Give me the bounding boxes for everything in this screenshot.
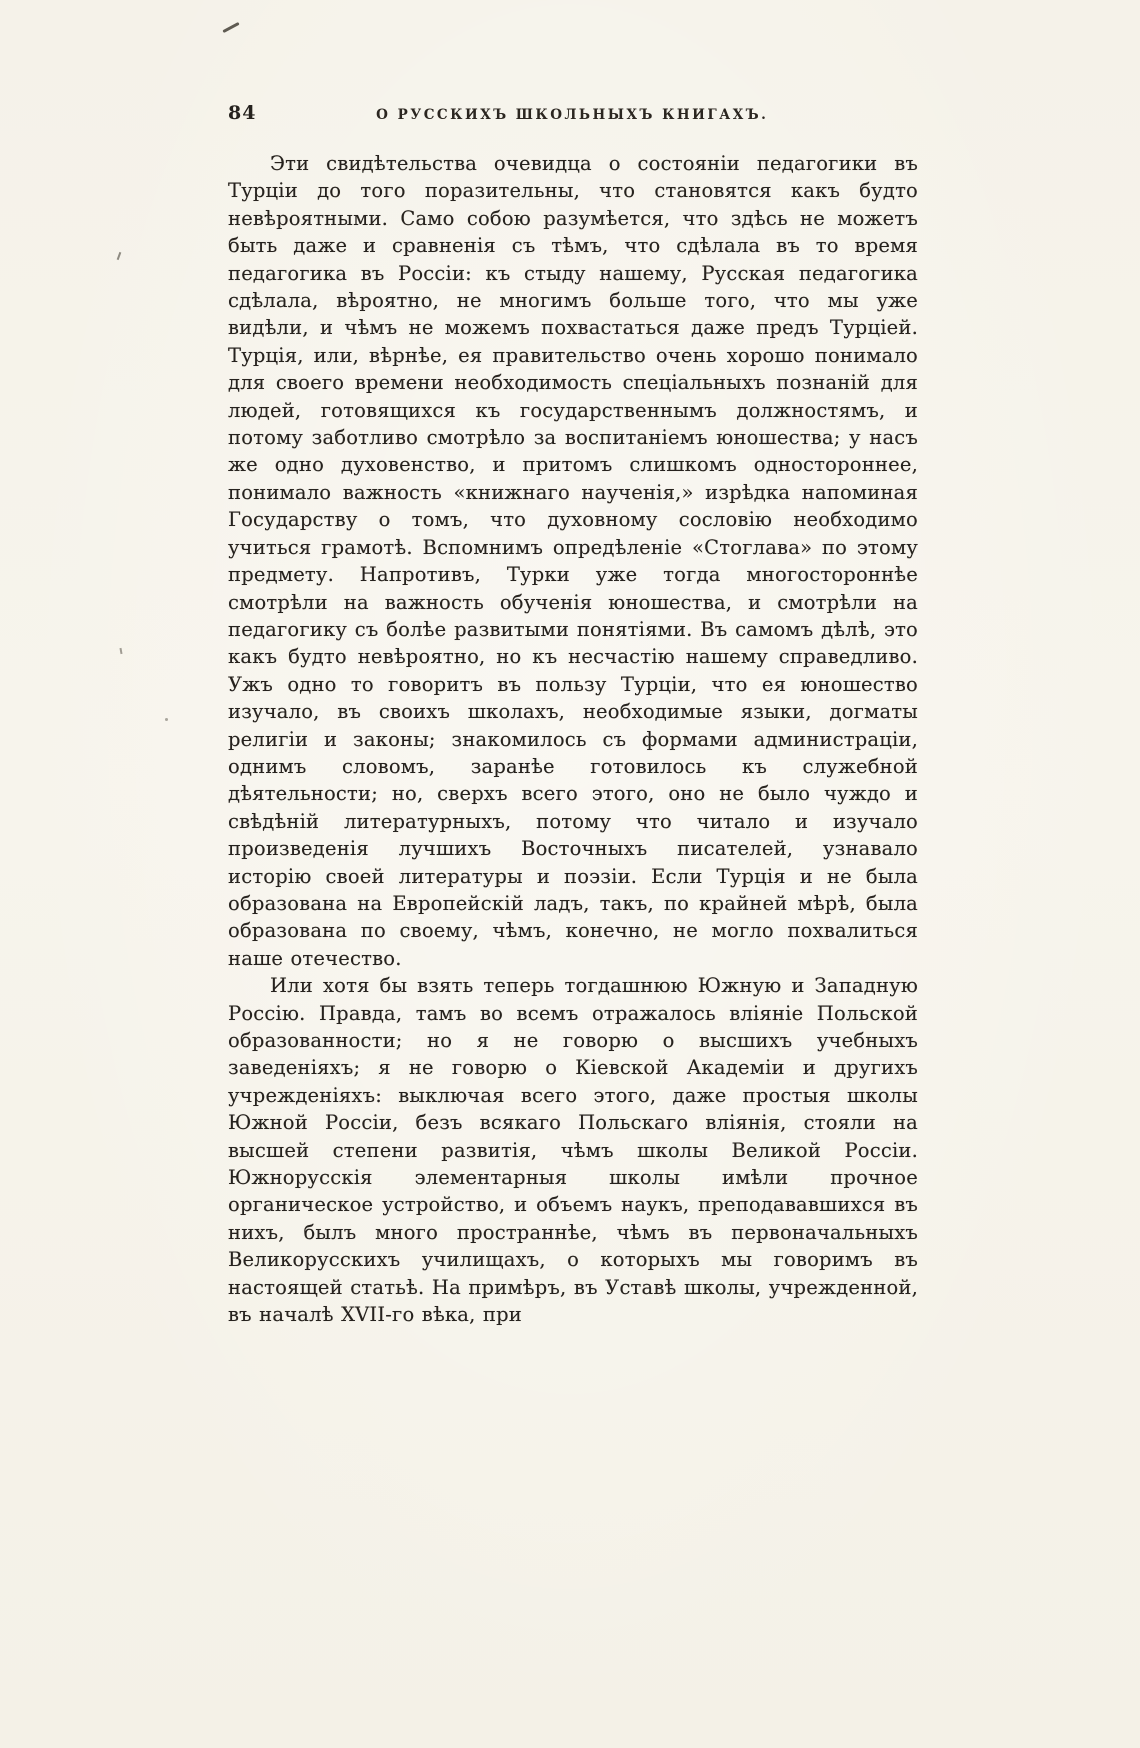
scan-speck — [117, 252, 122, 260]
scan-speck — [165, 718, 168, 721]
scanned-page — [228, 102, 918, 1328]
running-header: О РУССКИХЪ ШКОЛЬНЫХЪ КНИГАХЪ. — [376, 107, 769, 123]
paragraph: Эти свидѣтельства очевидца о состояніи педагогики въ Турціи до того поразительны, что становятся какъ будто невѣроятными. Само собою разумѣется, что здѣсь не можетъ быть даже и сравненія съ тѣмъ, что сдѣлала въ то время педагогика въ Россіи: къ стыду нашему, Русская педагогика сдѣлала, вѣроятно, не многимъ больше того, что мы уже видѣли, и чѣмъ не можемъ похвастаться даже предъ Турціей. Турція, или, вѣрнѣе, ея правительство очень хорошо понимало для своего времени необходимость спеціальныхъ познаній для людей, готовящихся къ государственнымъ должностямъ, и потому заботливо смотрѣло за воспитаніемъ юношества; у насъ же одно духовенство, и притомъ слишкомъ одностороннее, понимало важность «книжнаго наученія,» изрѣдка напоминая Государству о томъ, что духовному сословію необходимо учиться грамотѣ. Вспомнимъ опредѣленіе «Стоглава» по этому предмету. Напротивъ, Турки уже тогда многостороннѣе смотрѣли на важность обученія юношества, и смотрѣли на педагогику съ болѣе развитыми понятіями. Въ самомъ дѣлѣ, это какъ будто невѣроятно, но къ несчастію нашему справедливо. Ужъ одно то говоритъ въ пользу Турціи, что ея юношество изучало, въ своихъ школахъ, необходимые языки, догматы религіи и законы; знакомилось съ формами администраціи, однимъ словомъ, заранѣе готовилось къ служебной дѣятельности; но, сверхъ всего этого, оно не было чуждо и свѣдѣній литературныхъ, потому что читало и изучало произведенія лучшихъ Восточныхъ писателей, узнавало исторію своей литературы и поэзіи. Если Турція и не была образована на Европейскій ладъ, такъ, по крайней мѣрѣ, была образована по своему, чѣмъ, конечно, не могло похвалиться наше отечество. — [228, 152, 918, 970]
page-body — [228, 150, 918, 1328]
page-number: 84 — [228, 102, 257, 124]
scan-speck — [119, 648, 122, 654]
page-header — [228, 102, 918, 124]
paragraph: Или хотя бы взять теперь тогдашнюю Южную и Западную Россію. Правда, тамъ во всемъ отражалось вліяніе Польской образованности; но я не говорю о высшихъ учебныхъ заведеніяхъ; я не говорю о Кіевской Академіи и другихъ учрежденіяхъ: выключая всего этого, даже простыя школы Южной Россіи, безъ всякаго Польскаго вліянія, стояли на высшей степени развитія, чѣмъ школы Великой Россіи. Южнорусскія элементарныя школы имѣли прочное органическое устройство, и объемъ наукъ, преподававшихся въ нихъ, былъ много пространнѣе, чѣмъ въ первоначальныхъ Великорусскихъ училищахъ, о которыхъ мы говоримъ въ настоящей статьѣ. На примѣръ, въ Уставѣ школы, учрежденной, въ началѣ XVII-го вѣка, при — [228, 974, 918, 1327]
ink-smudge — [222, 22, 239, 33]
